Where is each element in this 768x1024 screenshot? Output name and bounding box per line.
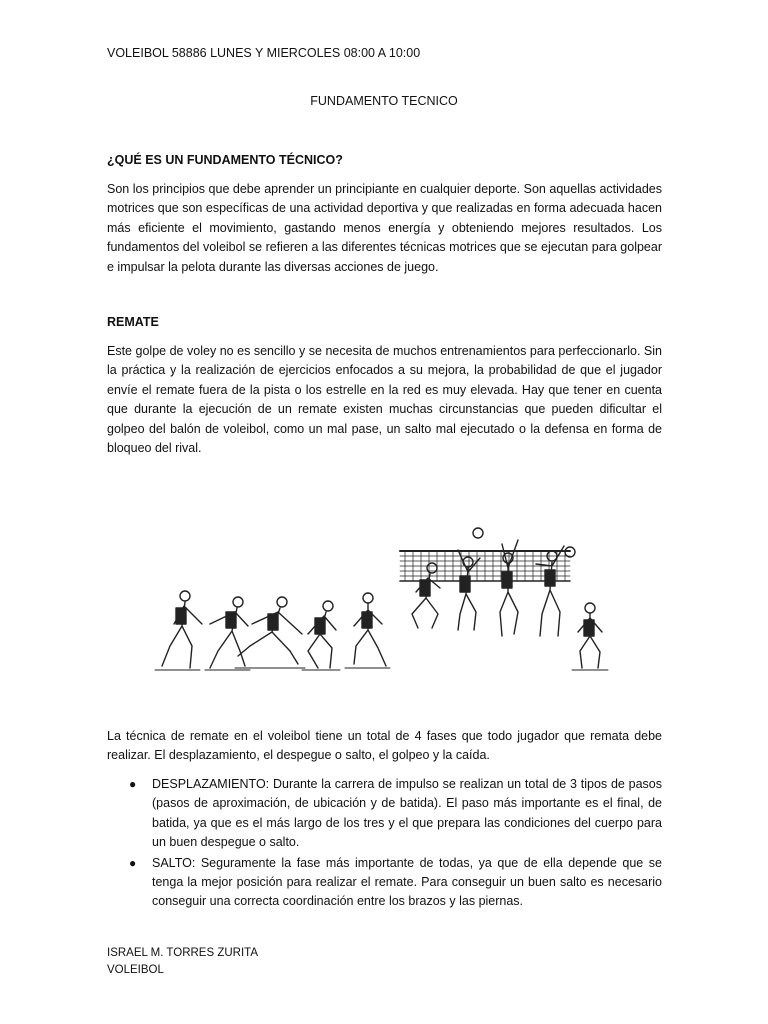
player-figure [238, 597, 302, 664]
paragraph-remate: Este golpe de voley no es sencillo y se necesita de muchos entrenamientos para perfeccionarlo. Sin la práctica y la realización de ejercicios enfocados a su mejora, la probabilidad de que el jugador envíe el remate fuera de la pista o los estrelle en la red es muy elevada. Hay que tener en cuenta que durante la ejecución de un remate existen muchas circunstancias que pueden dificultar el golpeo del balón de voleibol, como un mal pase, un salto mal ejecutado o la defensa en forma de bloqueo del rival. [107, 344, 662, 456]
player-figure [210, 597, 248, 668]
paragraph-definition: Son los principios que debe aprender un principiante en cualquier deporte. Son aquellas actividades motrices que son específicas de una actividad deportiva y que realizadas en forma adecuada hacen más eficiente el movimiento, gastando menos energía y obteniendo mejores resultados. Los fundamentos del voleibol se refieren a las diferentes técnicas motrices que se ejecutan para golpear e impulsar la pelota durante las diversas acciones de juego. [107, 182, 662, 274]
phase-text: Durante la carrera de impulso se realizan un total de 3 tipos de pasos (pasos de aproximación, de ubicación y de batida). El paso más importante es el final, de batida, ya que es el más largo de los tres y el que prepara las condiciones del cuerpo para un buen despegue o salto. [152, 777, 662, 850]
course-header: VOLEIBOL 58886 LUNES Y MIERCOLES 08:00 A 10:00 [107, 46, 421, 60]
spike-sequence-illustration [140, 506, 630, 688]
paragraph-phases-intro: La técnica de remate en el voleibol tiene un total de 4 fases que todo jugador que remata debe realizar. El desplazamiento, el despegue o salto, el golpeo y la caída. [107, 729, 662, 763]
list-item [107, 775, 662, 853]
bullet-icon: ● [129, 777, 137, 791]
footer-author: ISRAEL M. TORRES ZURITA [107, 947, 259, 959]
section-heading-remate: REMATE [107, 315, 159, 329]
phase-text: Seguramente la fase más importante de todas, ya que de ella depende que se tenga la mejor posición para realizar el remate. Para conseguir un buen salto es necesario conseguir una correcta coordinación entre los brazos y las piernas. [152, 855, 662, 909]
footer-subject: VOLEIBOL [107, 964, 164, 976]
phases-list [107, 775, 662, 913]
section-heading-what-is: ¿QUÉ ES UN FUNDAMENTO TÉCNICO? [107, 153, 343, 167]
player-figure [536, 546, 564, 636]
phase-label: DESPLAZAMIENTO: [152, 777, 270, 791]
player-figure [162, 591, 202, 668]
list-item [107, 854, 662, 912]
document-title: FUNDAMENTO TECNICO [310, 94, 458, 108]
player-figure [412, 563, 440, 628]
player-figure [578, 603, 602, 668]
player-figure [354, 593, 386, 666]
ball-icon [473, 528, 483, 538]
phase-label: SALTO: [152, 855, 196, 870]
bullet-icon: ● [129, 855, 137, 870]
player-figure [308, 601, 336, 668]
footer [107, 945, 258, 979]
